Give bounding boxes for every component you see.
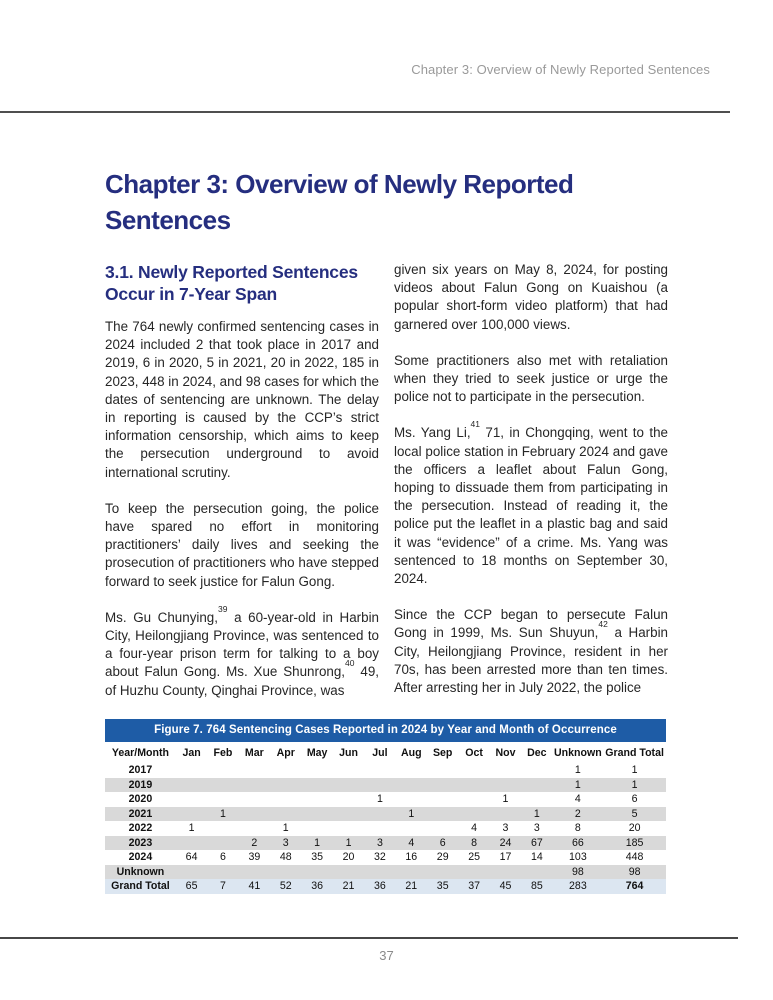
value-cell: 25 [468, 851, 480, 864]
row-label-cell: 2022 [128, 822, 153, 835]
table-header-cell: Year/Month [105, 742, 176, 763]
value-cell [458, 792, 489, 807]
value-cell [239, 778, 270, 793]
value-cell: 98 [628, 865, 641, 878]
row-label-cell: Grand Total [111, 880, 170, 893]
table-row [105, 778, 666, 793]
paragraph [394, 261, 668, 334]
value-cell: 3 [502, 822, 509, 835]
value-cell: 29 [436, 851, 449, 864]
value-cell: 65 [185, 880, 198, 893]
table-header-cell: Unknown [553, 742, 604, 763]
value-cell: 98 [571, 865, 584, 878]
value-cell [176, 836, 207, 851]
paragraph [394, 419, 668, 588]
table-row [105, 879, 666, 894]
chapter-title-line-2: Sentences [105, 205, 231, 235]
sentencing-table [105, 742, 666, 894]
value-cell: 21 [405, 880, 418, 893]
value-cell [333, 778, 364, 793]
paragraph-text: Ms. Yang Li, [394, 425, 471, 441]
value-cell: 24 [499, 836, 512, 849]
value-cell [427, 792, 458, 807]
table-header-cell: Jun [333, 742, 364, 763]
value-cell: 21 [342, 880, 355, 893]
value-cell [301, 778, 332, 793]
value-cell [301, 865, 332, 880]
value-cell: 764 [625, 880, 644, 893]
value-cell [239, 807, 270, 822]
value-cell: 2 [251, 836, 258, 849]
value-cell [364, 821, 395, 836]
page-number: 37 [379, 948, 394, 963]
value-cell: 1 [188, 822, 195, 835]
value-cell [239, 763, 270, 778]
value-cell: 66 [571, 836, 584, 849]
value-cell [396, 821, 427, 836]
value-cell: 45 [499, 880, 512, 893]
value-cell [301, 821, 332, 836]
value-cell: 64 [185, 851, 198, 864]
table-row [105, 850, 666, 865]
chapter-title [105, 166, 573, 238]
value-cell [458, 763, 489, 778]
value-cell [207, 763, 238, 778]
value-cell [427, 807, 458, 822]
paragraph [394, 606, 668, 697]
footer-rule [0, 937, 738, 939]
value-cell [364, 865, 395, 880]
table-row [105, 865, 666, 880]
paragraph-text: 49, of Huzhu County, Qinghai Province, was [105, 664, 379, 698]
value-cell: 1 [345, 836, 352, 849]
value-cell [521, 865, 552, 880]
table-row [105, 763, 666, 778]
paragraph-text: a Harbin City, Heilongjiang Province, resident in her 70s, has been arrested more than ten times. After arresting her in July 2022, the police [394, 625, 668, 696]
value-cell [207, 821, 238, 836]
value-cell: 1 [574, 764, 581, 777]
table-header-cell: Oct [458, 742, 489, 763]
value-cell [458, 807, 489, 822]
value-cell: 1 [574, 778, 581, 791]
row-label-cell: Unknown [116, 865, 165, 878]
value-cell: 5 [631, 807, 638, 820]
left-column-paragraphs [105, 318, 379, 700]
value-cell [333, 763, 364, 778]
row-label-cell: 2017 [128, 764, 153, 777]
value-cell: 36 [311, 880, 324, 893]
table-header-cell: Nov [490, 742, 521, 763]
footnote-ref: 39 [217, 603, 228, 614]
value-cell: 1 [220, 807, 226, 820]
value-cell: 7 [220, 880, 226, 893]
value-cell: 1 [533, 807, 540, 820]
value-cell: 1 [282, 822, 289, 835]
table-header-cell: Dec [521, 742, 552, 763]
value-cell [207, 792, 238, 807]
row-label-cell: 2024 [128, 851, 153, 864]
value-cell [490, 807, 521, 822]
value-cell [301, 763, 332, 778]
header-rule [0, 111, 730, 113]
value-cell: 52 [279, 880, 292, 893]
footnote-ref: 40 [345, 658, 355, 669]
value-cell [396, 792, 427, 807]
value-cell [207, 836, 238, 851]
paragraph [394, 352, 668, 407]
value-cell [176, 792, 207, 807]
value-cell [396, 865, 427, 880]
value-cell [176, 763, 207, 778]
value-cell [333, 821, 364, 836]
table-header-cell: Grand Total [603, 742, 666, 763]
table-header-cell: Sep [427, 742, 458, 763]
table-row [105, 807, 666, 822]
value-cell [521, 763, 552, 778]
value-cell: 1 [631, 764, 638, 777]
value-cell: 1 [631, 778, 638, 791]
value-cell: 14 [530, 851, 543, 864]
table-header-row [105, 742, 666, 763]
value-cell: 20 [342, 851, 355, 864]
value-cell [427, 821, 458, 836]
value-cell: 4 [408, 836, 415, 849]
value-cell: 6 [439, 836, 446, 849]
value-cell: 3 [282, 836, 289, 849]
value-cell [270, 792, 301, 807]
value-cell: 1 [408, 807, 415, 820]
table-header-cell: Apr [270, 742, 301, 763]
value-cell [239, 821, 270, 836]
paragraph-text: Some practitioners also met with retaliation when they tried to seek justice or urge the police not to participate in the persecution. [394, 352, 668, 405]
value-cell [270, 807, 301, 822]
value-cell: 67 [530, 836, 543, 849]
section-heading-line-2: Occur in 7-Year Span [105, 284, 278, 304]
value-cell [396, 763, 427, 778]
table-row [105, 792, 666, 807]
paragraph-text: a 60-year-old in Harbin City, Heilongjiang Province, was sentenced to a four-year prison term for talking to a boy about Falun Gong. Ms. Xue Shunrong, [105, 609, 379, 680]
row-label-cell: 2019 [128, 778, 153, 791]
value-cell: 103 [569, 851, 587, 864]
value-cell [239, 792, 270, 807]
value-cell: 448 [625, 851, 644, 864]
value-cell: 35 [311, 851, 324, 864]
value-cell: 37 [468, 880, 480, 893]
section-heading-line-1: 3.1. Newly Reported Sentences [105, 262, 358, 282]
value-cell [207, 778, 238, 793]
paragraph-text: The 764 newly confirmed sentencing cases in 2024 included 2 that took place in 2017 and 2019, 6 in 2020, 5 in 2021, 20 in 2022, 185 in 2023, 448 in 2024, and 98 cases for which the dates of sentencing are unknown. The delay in reporting is caused by the CCP’s strict information censorship, which aims to keep the persecution underground to avoid international scrutiny. [105, 319, 379, 480]
value-cell: 4 [471, 822, 478, 835]
value-cell [270, 778, 301, 793]
value-cell [521, 792, 552, 807]
table-header-cell: May [301, 742, 332, 763]
value-cell: 39 [248, 851, 261, 864]
paragraph [105, 603, 379, 700]
row-label-cell: 2020 [128, 793, 153, 806]
value-cell: 85 [530, 880, 543, 893]
value-cell: 48 [279, 851, 292, 864]
value-cell: 32 [374, 851, 386, 864]
value-cell: 3 [376, 836, 383, 849]
body-column-right [394, 261, 668, 718]
value-cell: 1 [314, 836, 321, 849]
value-cell [176, 865, 207, 880]
value-cell [458, 778, 489, 793]
value-cell: 35 [436, 880, 449, 893]
value-cell [176, 778, 207, 793]
footnote-ref: 41 [470, 419, 481, 430]
value-cell [333, 807, 364, 822]
value-cell: 6 [220, 851, 226, 864]
value-cell: 2 [574, 807, 581, 820]
value-cell [364, 807, 395, 822]
value-cell: 6 [631, 793, 638, 806]
table-header-cell: Jul [364, 742, 395, 763]
value-cell [301, 792, 332, 807]
value-cell [490, 763, 521, 778]
table-header-cell: Aug [396, 742, 427, 763]
value-cell [301, 807, 332, 822]
table-row [105, 836, 666, 851]
value-cell [364, 763, 395, 778]
table-row [105, 821, 666, 836]
value-cell [396, 778, 427, 793]
value-cell: 8 [471, 836, 478, 849]
value-cell [239, 865, 270, 880]
value-cell: 185 [625, 836, 644, 849]
value-cell [458, 865, 489, 880]
value-cell [333, 792, 364, 807]
body-column-left [105, 261, 379, 718]
value-cell [427, 778, 458, 793]
value-cell: 41 [248, 880, 261, 893]
paragraph-text: 71, in Chongqing, went to the local police station in February 2024 and gave the officers a leaflet about Falun Gong, hoping to dissuade them from participating in the persecution. Instead of reading it, the police put the leaflet in a plastic bag and said it was “evidence” of a crime. Ms. Yang was sentenced to 18 months on September 30, 2024. [394, 425, 668, 587]
running-header: Chapter 3: Overview of Newly Reported Sentences [411, 62, 710, 77]
row-label-cell: 2023 [128, 836, 153, 849]
value-cell [207, 865, 238, 880]
paragraph-text: Ms. Gu Chunying, [105, 609, 218, 625]
chapter-title-line-1: Chapter 3: Overview of Newly Reported [105, 169, 574, 199]
value-cell: 1 [502, 793, 509, 806]
section-heading [105, 261, 379, 305]
value-cell: 4 [574, 793, 581, 806]
value-cell [521, 778, 552, 793]
value-cell: 1 [376, 793, 383, 806]
right-column-paragraphs [394, 261, 668, 697]
row-label-cell: 2021 [128, 807, 153, 820]
value-cell: 16 [405, 851, 418, 864]
value-cell [364, 778, 395, 793]
table-header-cell: Jan [176, 742, 207, 763]
footnote-ref: 42 [598, 619, 608, 630]
value-cell [490, 865, 521, 880]
value-cell: 3 [533, 822, 540, 835]
value-cell: 36 [374, 880, 386, 893]
paragraph-text: To keep the persecution going, the police have spared no effort in monitoring practitioners’ daily lives and seeking the prosecution of practitioners who have stepped forward to seek justice for Falun Gong. [105, 500, 379, 589]
body-columns [105, 261, 668, 718]
value-cell [333, 865, 364, 880]
value-cell: 8 [574, 822, 581, 835]
paragraph [105, 318, 379, 482]
value-cell: 283 [569, 880, 587, 893]
figure-title-bar: Figure 7. 764 Sentencing Cases Reported in 2024 by Year and Month of Occurrence [105, 719, 666, 742]
paragraph [105, 500, 379, 591]
table-header-cell: Feb [207, 742, 238, 763]
figure-7 [105, 719, 666, 894]
table-header-cell: Mar [239, 742, 270, 763]
paragraph-text: Since the CCP began to persecute Falun Gong in 1999, Ms. Sun Shuyun, [394, 607, 668, 641]
value-cell [427, 865, 458, 880]
value-cell [176, 807, 207, 822]
value-cell: 17 [499, 851, 512, 864]
value-cell [270, 865, 301, 880]
value-cell: 20 [628, 822, 641, 835]
value-cell [490, 778, 521, 793]
value-cell [270, 763, 301, 778]
value-cell [427, 763, 458, 778]
paragraph-text: given six years on May 8, 2024, for posting videos about Falun Gong on Kuaishou (a popular short-form video platform) that had garnered over 100,000 views. [394, 262, 668, 332]
